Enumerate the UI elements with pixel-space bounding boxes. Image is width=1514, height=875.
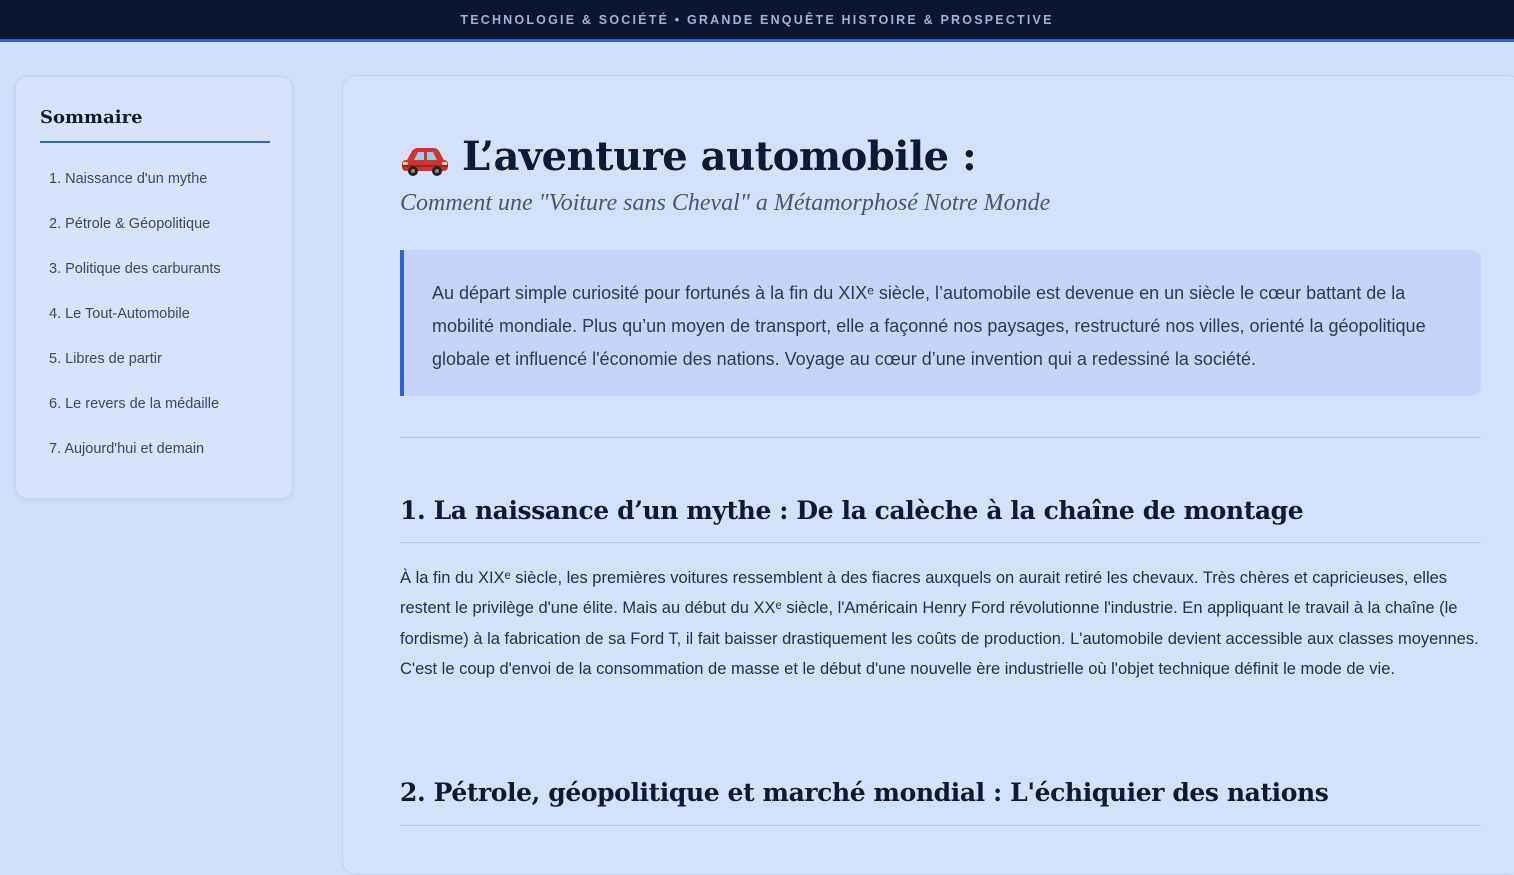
intro-callout: Au départ simple curiosité pour fortunés à la fin du XIXᵉ siècle, l’automobile est devenue en un siècle le cœur battant de la mobilité mondiale. Plus qu’un moyen de transport, elle a façonné nos paysages, restructuré nos villes, orienté la géopolitique globale et influencé l'économie des nations. Voyage au cœur d’une invention qui a redessiné la société.	[400, 250, 1481, 396]
toc-title: Sommaire	[40, 107, 143, 128]
toc-item-naissance[interactable]: 1. Naissance d'un mythe	[49, 171, 208, 187]
car-icon	[400, 140, 450, 174]
top-banner	[0, 0, 1514, 42]
toc-item-petrole[interactable]: 2. Pétrole & Géopolitique	[49, 216, 211, 232]
toc-item-carburants[interactable]: 3. Politique des carburants	[49, 261, 221, 277]
toc-divider	[40, 141, 270, 143]
toc-item-tout-automobile[interactable]: 4. Le Tout-Automobile	[49, 306, 190, 322]
top-banner-text: TECHNOLOGIE & SOCIÉTÉ • GRANDE ENQUÊTE HISTOIRE & PROSPECTIVE	[460, 12, 1054, 27]
section-heading-rule	[400, 542, 1481, 543]
section-divider	[400, 437, 1481, 438]
article	[342, 75, 1514, 875]
article-title	[400, 133, 976, 180]
section-body-1: À la fin du XIXᵉ siècle, les premières voitures ressemblent à des fiacres auxquels on aurait retiré les chevaux. Très chères et capricieuses, elles restent le privilège d'une élite. Mais au début du XXᵉ siècle, l'Américain Henry Ford révolutionne l'industrie. En appliquant le travail à la chaîne (le fordisme) à la fabrication de sa Ford T, il fait baisser drastiquement les coûts de production. L'automobile devient accessible aux classes moyennes. C'est le coup d'envoi de la consommation de masse et le début d'une nouvelle ère industrielle où l'objet technique définit le mode de vie.	[400, 569, 1479, 679]
toc-item-aujourdhui[interactable]: 7. Aujourd'hui et demain	[49, 441, 205, 457]
article-title-text: L’aventure automobile :	[462, 133, 977, 180]
article-subtitle: Comment une "Voiture sans Cheval" a Métamorphosé Notre Monde	[400, 190, 1051, 216]
toc-item-revers[interactable]: 6. Le revers de la médaille	[49, 396, 220, 412]
section-heading-2: 2. Pétrole, géopolitique et marché mondial : L'échiquier des nations	[400, 778, 1329, 807]
section-heading-1: 1. La naissance d’un mythe : De la calèche à la chaîne de montage	[400, 496, 1304, 525]
toc-item-libres[interactable]: 5. Libres de partir	[49, 351, 162, 367]
table-of-contents	[15, 76, 293, 499]
section-heading-rule	[400, 825, 1481, 826]
toc-list	[49, 170, 221, 485]
